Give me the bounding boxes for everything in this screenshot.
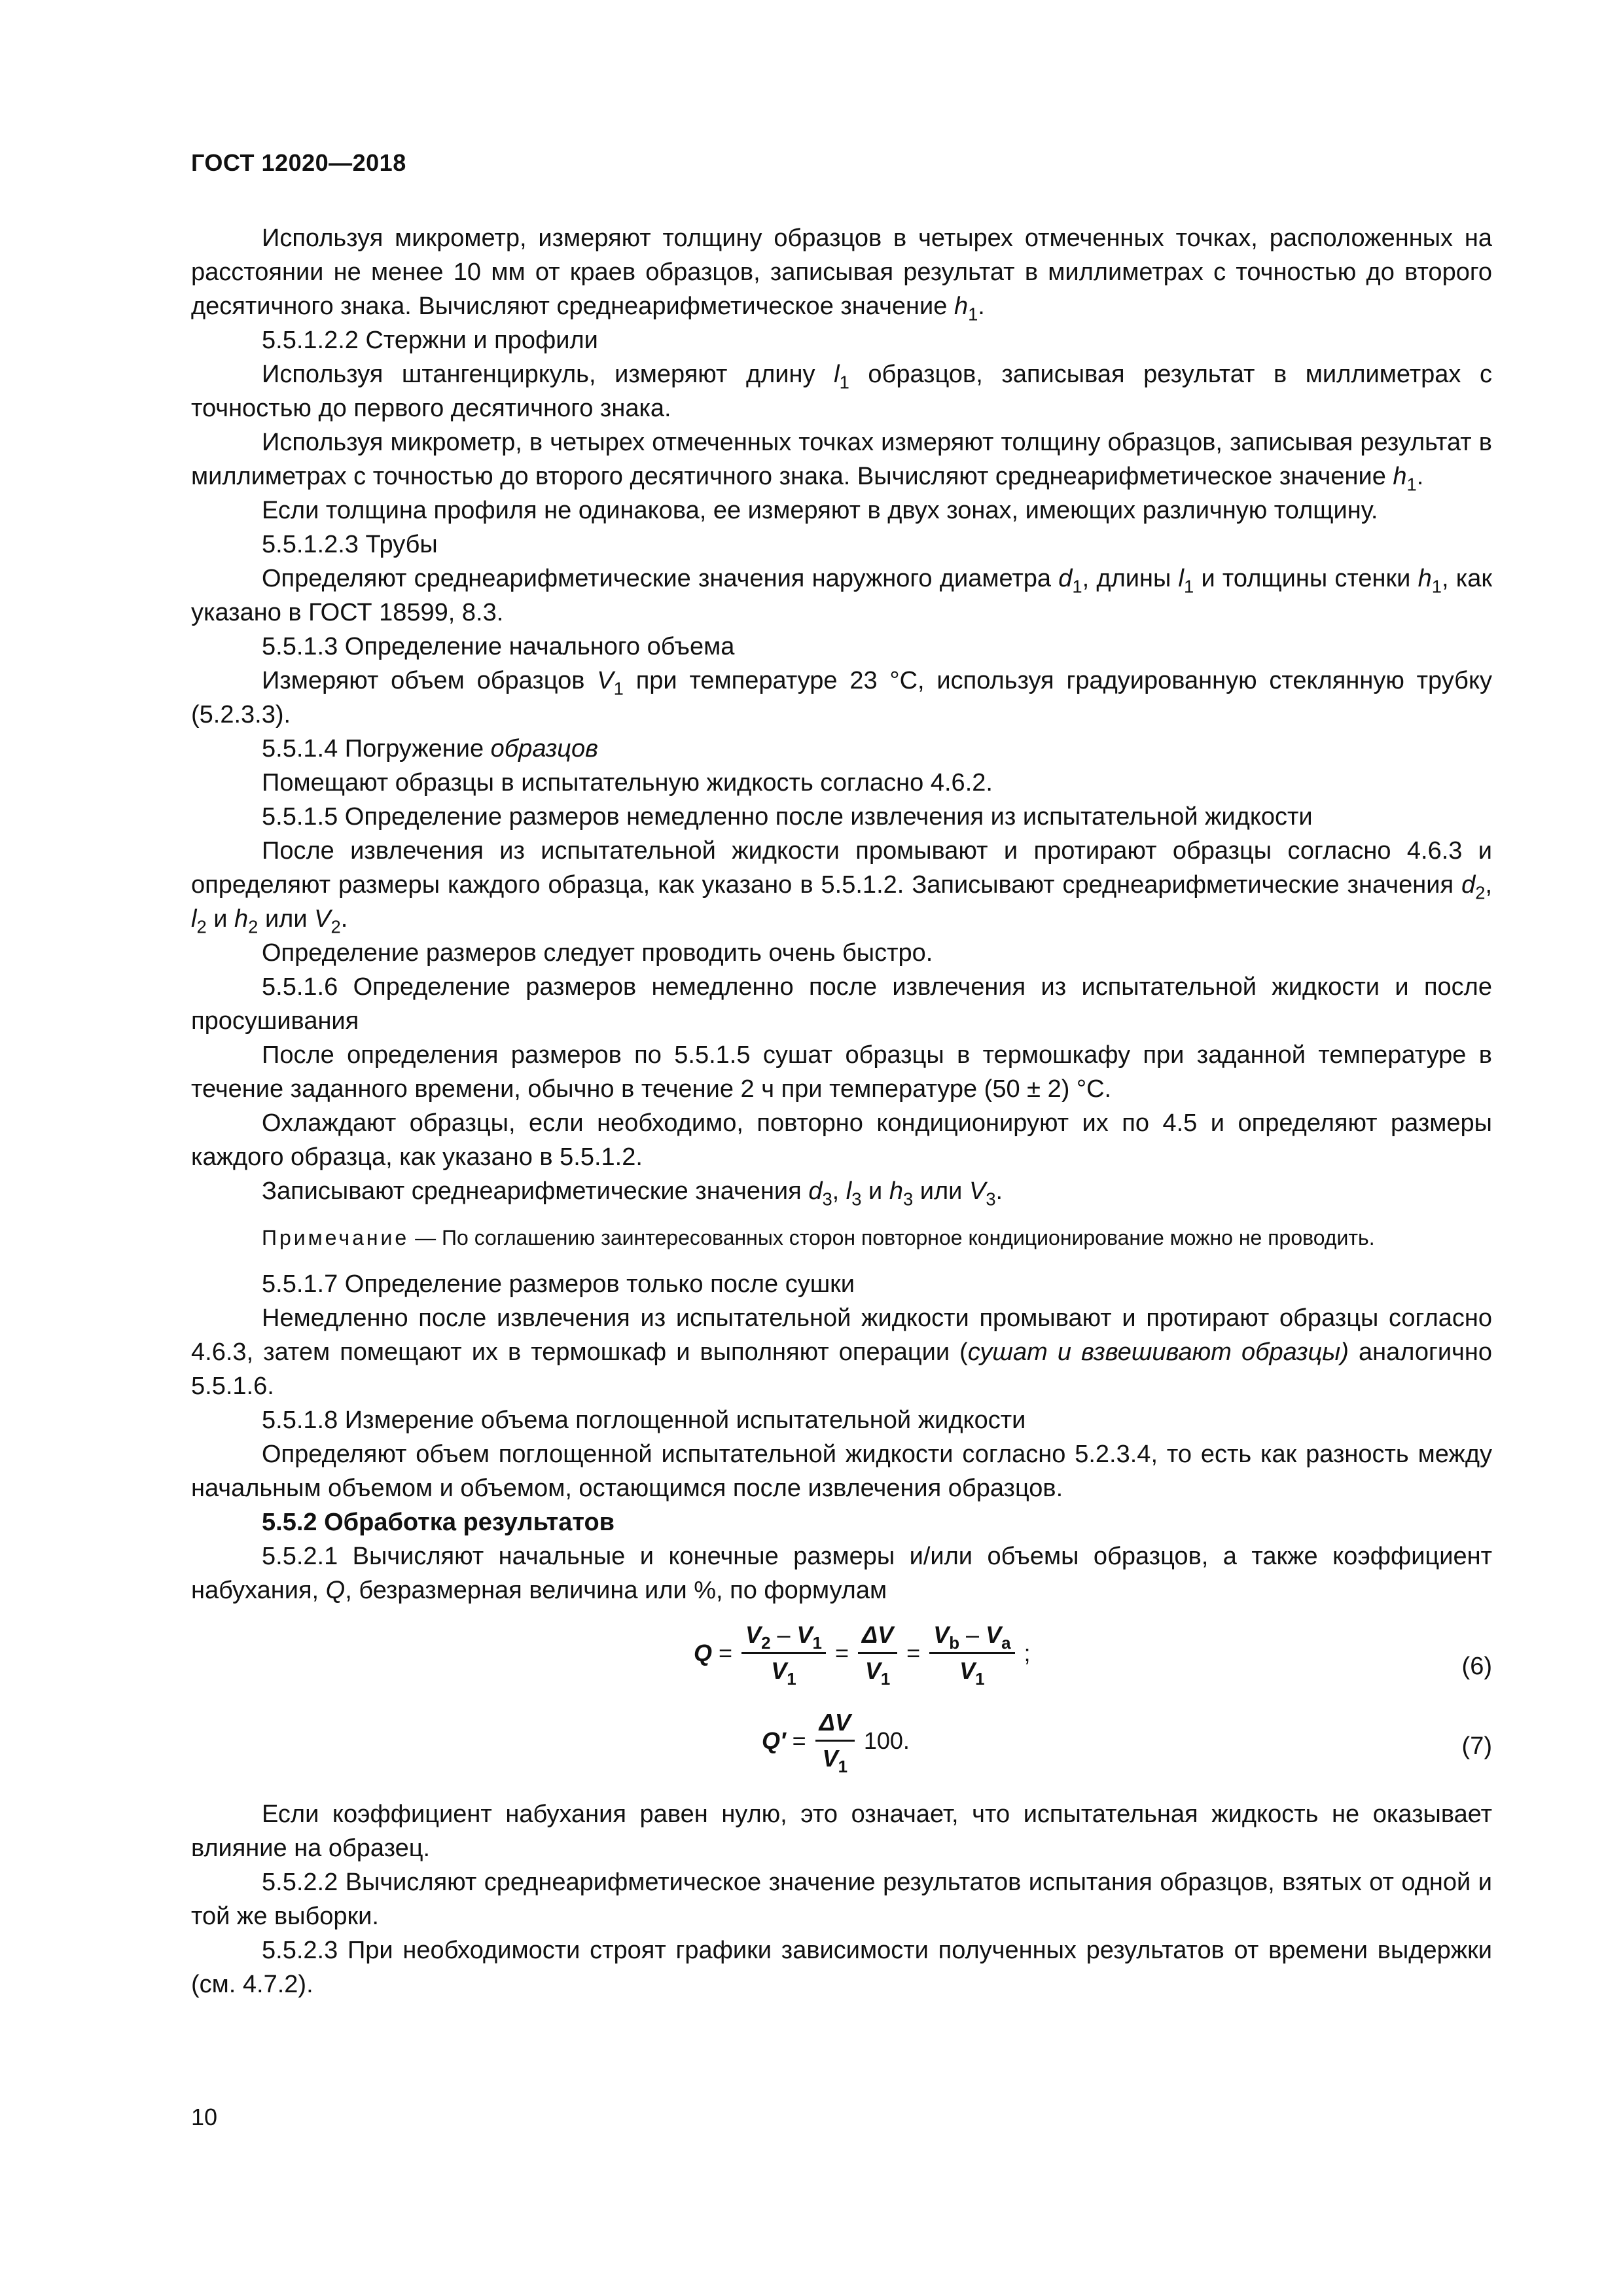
paragraph: Охлаждают образцы, если необходимо, повторно кондиционируют их по 4.5 и определяют размеры каждого образца, как указано в 5.5.1.2.: [191, 1109, 1492, 1171]
section-5-5-2-heading: 5.5.2 Обработка результатов: [262, 1509, 615, 1536]
paragraph: Определяют среднеарифметические значения наружного диаметра $d_1$, длины $l_1$ и толщины стенки $h_1$, как указано в ГОСТ 18599, 8.3.: [191, 565, 1493, 626]
fraction: $\frac{V_b - V_a}{V_1}$: [929, 1621, 1014, 1685]
formula-7-expression: Q′ = $\frac{\Delta V}{V_1}$ 100.: [762, 1709, 910, 1777]
formula-6-expression: Q = $\frac{V_2 - V_1}{V_1}$ = $\frac{\Delta V}{V_1}$ = $\frac{V_b - V_a}{V_1}$ ;: [694, 1621, 1031, 1689]
paragraph: Используя микрометр, в четырех отмеченных точках измеряют толщину образцов, записывая результат в миллиметрах с точностью до второго десятичного знака. Вычисляют среднеарифметическое значение $h_1$.: [191, 429, 1492, 495]
paragraph: Измеряют объем образцов $V_1$ при температуре 23 °С, используя градуированную стеклянную трубку (5.2.3.3).: [191, 667, 1492, 728]
formula-6-number: (6): [1461, 1653, 1492, 1680]
note: Примечание — По соглашению заинтересованных сторон повторное кондиционирование можно не проводить.: [262, 1226, 1375, 1249]
paragraph: Немедленно после извлечения из испытательной жидкости промывают и протирают образцы согласно 4.6.3, затем помещают их в термошкаф и выполняют операции (сушат и взвешивают образцы) аналогично 5.5.1.6.: [191, 1304, 1492, 1400]
paragraph: Если коэффициент набухания равен нулю, это означает, что испытательная жидкость не оказывает влияние на образец.: [191, 1801, 1492, 1862]
section-5-5-1-6: 5.5.1.6 Определение размеров немедленно после извлечения из испытательной жидкости и после просушивания: [191, 973, 1492, 1035]
note-label: Примечание: [262, 1226, 410, 1249]
paragraph: Помещают образцы в испытательную жидкость согласно 4.6.2.: [262, 769, 993, 797]
section-5-5-1-2-2: 5.5.1.2.2 Стержни и профили: [262, 327, 598, 354]
section-5-5-1-5: 5.5.1.5 Определение размеров немедленно после извлечения из испытательной жидкости: [262, 803, 1313, 831]
section-5-5-1-7: 5.5.1.7 Определение размеров только после сушки: [262, 1270, 855, 1298]
document-body: [191, 221, 1492, 2001]
fraction: $\frac{V_2 - V_1}{V_1}$: [741, 1621, 826, 1685]
page-number: 10: [191, 2104, 218, 2130]
fraction: $\frac{\Delta V}{V_1}$: [815, 1708, 855, 1773]
paragraph: После определения размеров по 5.5.1.5 сушат образцы в термошкафу при заданной температуре в течение заданного времени, обычно в течение 2 ч при температуре (50 ± 2) °С.: [191, 1041, 1492, 1103]
document-header: ГОСТ 12020—2018: [191, 149, 406, 176]
formula-7-number: (7): [1461, 1732, 1492, 1760]
paragraph: Определение размеров следует проводить очень быстро.: [262, 939, 933, 967]
paragraph: Используя штангенциркуль, измеряют длину $l_1$ образцов, записывая результат в миллиметрах с точностью до первого десятичного знака.: [191, 361, 1493, 422]
formula-7: [191, 1699, 1492, 1797]
paragraph: 5.5.2.3 При необходимости строят графики зависимости полученных результатов от времени выдержки (см. 4.7.2).: [191, 1937, 1492, 1998]
paragraph: 5.5.2.1 Вычисляют начальные и конечные размеры и/или объемы образцов, а также коэффициент набухания, Q, безразмерная величина или %, по формулам: [191, 1543, 1492, 1604]
paragraph: Если толщина профиля не одинакова, ее измеряют в двух зонах, имеющих различную толщину.: [262, 497, 1378, 524]
section-5-5-1-8: 5.5.1.8 Измерение объема поглощенной испытательной жидкости: [262, 1407, 1026, 1434]
paragraph: Записывают среднеарифметические значения $d_3$, $l_3$ и $h_3$ или $V_3$.: [262, 1177, 1003, 1210]
section-5-5-1-3: 5.5.1.3 Определение начального объема: [262, 633, 735, 660]
section-5-5-1-4: 5.5.1.4 Погружение образцов: [262, 735, 598, 762]
section-5-5-1-2-3: 5.5.1.2.3 Трубы: [262, 531, 438, 558]
formula-6: [191, 1607, 1492, 1699]
paragraph: Используя микрометр, измеряют толщину образцов в четырех отмеченных точках, расположенных на расстоянии не менее 10 мм от краев образцов, записывая результат в миллиметрах с точностью до второго десятичного знака. Вычисляют среднеарифметическое значение $h_1$.: [191, 224, 1492, 325]
paragraph: Определяют объем поглощенной испытательной жидкости согласно 5.2.3.4, то есть как разность между начальным объемом и объемом, остающимся после извлечения образцов.: [191, 1441, 1492, 1502]
paragraph: После извлечения из испытательной жидкости промывают и протирают образцы согласно 4.6.3 и определяют размеры каждого образца, как указано в 5.5.1.2. Записывают среднеарифметические значения $d_2$, $l_2$ и $h_2$ или $V_2$.: [191, 837, 1493, 937]
paragraph: 5.5.2.2 Вычисляют среднеарифметическое значение результатов испытания образцов, взятых от одной и той же выборки.: [191, 1869, 1492, 1930]
fraction: $\frac{\Delta V}{V_1}$: [858, 1621, 897, 1685]
